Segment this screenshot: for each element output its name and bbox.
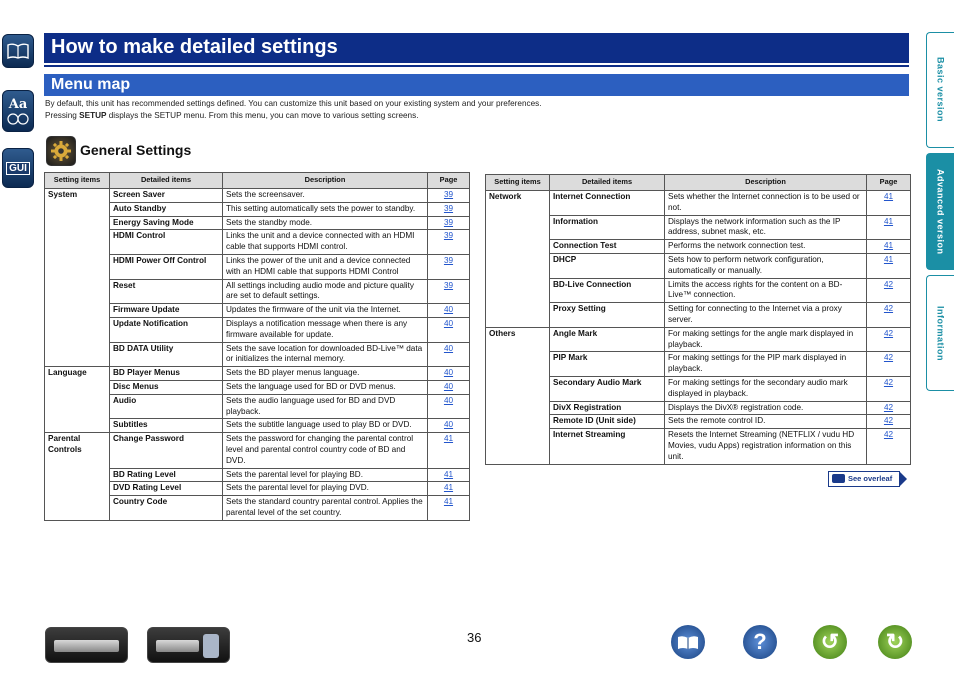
page-link[interactable]: 42: [867, 278, 911, 303]
tab-information-label: Information: [935, 305, 946, 361]
description-cell: Sets whether the Internet connection is to be used or not.: [665, 191, 867, 216]
col-detailed-items: Detailed items: [110, 173, 223, 189]
page-link[interactable]: 40: [428, 342, 470, 367]
detailed-item: Firmware Update: [110, 304, 223, 318]
description-cell: Sets the password for changing the parental control level and parental control country code of BD and DVD.: [223, 433, 428, 468]
see-overleaf-link[interactable]: [828, 471, 908, 487]
table-row: [486, 352, 911, 377]
pointing-hand-icon: [832, 474, 845, 483]
detailed-item: Change Password: [110, 433, 223, 468]
table-row: [486, 253, 911, 278]
setting-item: Language: [45, 367, 110, 433]
setting-item: System: [45, 189, 110, 367]
detailed-item: Reset: [110, 279, 223, 304]
remote-unit-icon[interactable]: [147, 627, 230, 663]
intro-line-1: By default, this unit has recommended settings defined. You can customize this unit based on your existing system and your preferences.: [45, 99, 542, 108]
description-cell: Sets the screensaver.: [223, 189, 428, 203]
text-size-icon[interactable]: [2, 90, 34, 132]
table-row: [486, 415, 911, 429]
detailed-item: Auto Standby: [110, 202, 223, 216]
player-unit-icon[interactable]: [45, 627, 128, 663]
page-link[interactable]: 42: [867, 303, 911, 328]
page-link[interactable]: 40: [428, 394, 470, 419]
tab-basic-version[interactable]: [926, 32, 954, 148]
setting-item: Parental Controls: [45, 433, 110, 521]
col-description: Description: [665, 175, 867, 191]
description-cell: For making settings for the angle mark displayed in playback.: [665, 327, 867, 352]
description-cell: Sets how to perform network configuration, automatically or manually.: [665, 253, 867, 278]
table-row: [486, 215, 911, 240]
description-cell: For making settings for the secondary audio mark displayed in playback.: [665, 376, 867, 401]
detailed-item: Angle Mark: [550, 327, 665, 352]
page-link[interactable]: 41: [428, 496, 470, 521]
book-icon[interactable]: [2, 34, 34, 68]
intro-line-2: [45, 111, 418, 120]
detailed-item: BD-Live Connection: [550, 278, 665, 303]
detailed-item: BD DATA Utility: [110, 342, 223, 367]
page-link[interactable]: 39: [428, 279, 470, 304]
page-title: How to make detailed settings: [44, 33, 909, 63]
page-link[interactable]: 42: [867, 376, 911, 401]
description-cell: This setting automatically sets the power to standby.: [223, 202, 428, 216]
help-icon[interactable]: ?: [743, 625, 777, 659]
page-link[interactable]: 42: [867, 352, 911, 377]
tab-advanced-version-label: Advanced version: [935, 168, 946, 255]
page-link[interactable]: 42: [867, 327, 911, 352]
table-row: [486, 327, 911, 352]
detailed-item: Country Code: [110, 496, 223, 521]
settings-table-right: [485, 174, 911, 465]
page-link[interactable]: 41: [867, 215, 911, 240]
description-cell: Displays a notification message when there is any firmware available for update.: [223, 317, 428, 342]
detailed-item: Secondary Audio Mark: [550, 376, 665, 401]
page-link[interactable]: 42: [867, 415, 911, 429]
table-row: [45, 367, 470, 381]
detailed-item: DHCP: [550, 253, 665, 278]
description-cell: Links the power of the unit and a device connected with an HDMI cable that supports HDMI Control: [223, 254, 428, 279]
table-row: [45, 189, 470, 203]
page-link[interactable]: 40: [428, 380, 470, 394]
table-row: [486, 191, 911, 216]
page-link[interactable]: 39: [428, 216, 470, 230]
settings-table-left: [44, 172, 470, 521]
intro-line-2-post: displays the SETUP menu. From this menu, you can move to various setting screens.: [106, 111, 419, 120]
detailed-item: Internet Streaming: [550, 429, 665, 464]
tab-advanced-version[interactable]: [926, 153, 954, 270]
description-cell: Sets the parental level for playing BD.: [223, 468, 428, 482]
page-link[interactable]: 40: [428, 317, 470, 342]
detailed-item: Internet Connection: [550, 191, 665, 216]
description-cell: Sets the audio language used for BD and DVD playback.: [223, 394, 428, 419]
back-icon[interactable]: ↺: [813, 625, 847, 659]
forward-icon[interactable]: ↻: [878, 625, 912, 659]
description-cell: Sets the standard country parental control. Applies the parental level of the set country.: [223, 496, 428, 521]
contents-book-icon[interactable]: [671, 625, 705, 659]
description-cell: Displays the network information such as the IP address, subnet mask, etc.: [665, 215, 867, 240]
page-link[interactable]: 41: [867, 191, 911, 216]
intro-line-2-pre: Pressing: [45, 111, 80, 120]
description-cell: Sets the subtitle language used to play BD or DVD.: [223, 419, 428, 433]
description-cell: For making settings for the PIP mark displayed in playback.: [665, 352, 867, 377]
col-detailed-items: Detailed items: [550, 175, 665, 191]
detailed-item: DVD Rating Level: [110, 482, 223, 496]
detailed-item: PIP Mark: [550, 352, 665, 377]
section-title: Menu map: [44, 74, 909, 96]
page-link[interactable]: 41: [428, 433, 470, 468]
detailed-item: HDMI Control: [110, 230, 223, 255]
detailed-item: HDMI Power Off Control: [110, 254, 223, 279]
detailed-item: Screen Saver: [110, 189, 223, 203]
gui-label: GUI: [6, 162, 30, 175]
description-cell: Resets the Internet Streaming (NETFLIX / vudu HD Movies, vudu Apps) registration information on this unit.: [665, 429, 867, 464]
page-link[interactable]: 41: [867, 240, 911, 254]
page-link[interactable]: 39: [428, 230, 470, 255]
page-link[interactable]: 41: [428, 482, 470, 496]
detailed-item: Proxy Setting: [550, 303, 665, 328]
detailed-item: Subtitles: [110, 419, 223, 433]
col-page: Page: [867, 175, 911, 191]
detailed-item: Audio: [110, 394, 223, 419]
page-link[interactable]: 41: [867, 253, 911, 278]
description-cell: Displays the DivX® registration code.: [665, 401, 867, 415]
text-size-label: Aa: [8, 96, 28, 112]
gui-icon[interactable]: [2, 148, 34, 188]
description-cell: All settings including audio mode and picture quality are set to default settings.: [223, 279, 428, 304]
page-link[interactable]: 42: [867, 401, 911, 415]
detailed-item: Update Notification: [110, 317, 223, 342]
table-row: [486, 376, 911, 401]
general-settings-title: General Settings: [80, 142, 192, 158]
detailed-item: Energy Saving Mode: [110, 216, 223, 230]
table-row: [486, 240, 911, 254]
setup-key-label: SETUP: [79, 111, 107, 120]
description-cell: Sets the parental level for playing DVD.: [223, 482, 428, 496]
detailed-item: DivX Registration: [550, 401, 665, 415]
table-row: [45, 433, 470, 468]
table-header-row: [486, 175, 911, 191]
setting-item: Others: [486, 327, 550, 464]
detailed-item: BD Player Menus: [110, 367, 223, 381]
description-cell: Sets the remote control ID.: [665, 415, 867, 429]
page-link[interactable]: 39: [428, 202, 470, 216]
col-page: Page: [428, 173, 470, 189]
table-row: [486, 278, 911, 303]
page-link[interactable]: 41: [428, 468, 470, 482]
table-row: [486, 429, 911, 464]
description-cell: Sets the BD player menus language.: [223, 367, 428, 381]
page-link[interactable]: 39: [428, 254, 470, 279]
tab-information[interactable]: [926, 275, 954, 391]
detailed-item: Remote ID (Unit side): [550, 415, 665, 429]
table-row: [486, 401, 911, 415]
description-cell: Performs the network connection test.: [665, 240, 867, 254]
detailed-item: BD Rating Level: [110, 468, 223, 482]
see-overleaf-label: See overleaf: [848, 474, 893, 483]
detailed-item: Connection Test: [550, 240, 665, 254]
col-setting-items: Setting items: [45, 173, 110, 189]
page-link[interactable]: 39: [428, 189, 470, 203]
title-divider: [44, 65, 909, 67]
col-setting-items: Setting items: [486, 175, 550, 191]
setting-item: Network: [486, 191, 550, 328]
page-link[interactable]: 42: [867, 429, 911, 464]
detailed-item: Information: [550, 215, 665, 240]
page-number: 36: [467, 630, 482, 645]
description-cell: Updates the firmware of the unit via the Internet.: [223, 304, 428, 318]
description-cell: Sets the standby mode.: [223, 216, 428, 230]
page-link[interactable]: 40: [428, 419, 470, 433]
gear-icon: [46, 136, 76, 166]
table-row: [486, 303, 911, 328]
description-cell: Sets the language used for BD or DVD menus.: [223, 380, 428, 394]
description-cell: Sets the save location for downloaded BD-Live™ data or initializes the internal memory.: [223, 342, 428, 367]
tab-basic-version-label: Basic version: [935, 57, 946, 123]
remote-shape: [203, 634, 219, 658]
page-link[interactable]: 40: [428, 367, 470, 381]
description-cell: Links the unit and a device connected with an HDMI cable that supports HDMI control.: [223, 230, 428, 255]
detailed-item: Disc Menus: [110, 380, 223, 394]
description-cell: Limits the access rights for the content on a BD-Live™ connection.: [665, 278, 867, 303]
description-cell: Setting for connecting to the Internet via a proxy server.: [665, 303, 867, 328]
page-link[interactable]: 40: [428, 304, 470, 318]
table-header-row: [45, 173, 470, 189]
col-description: Description: [223, 173, 428, 189]
